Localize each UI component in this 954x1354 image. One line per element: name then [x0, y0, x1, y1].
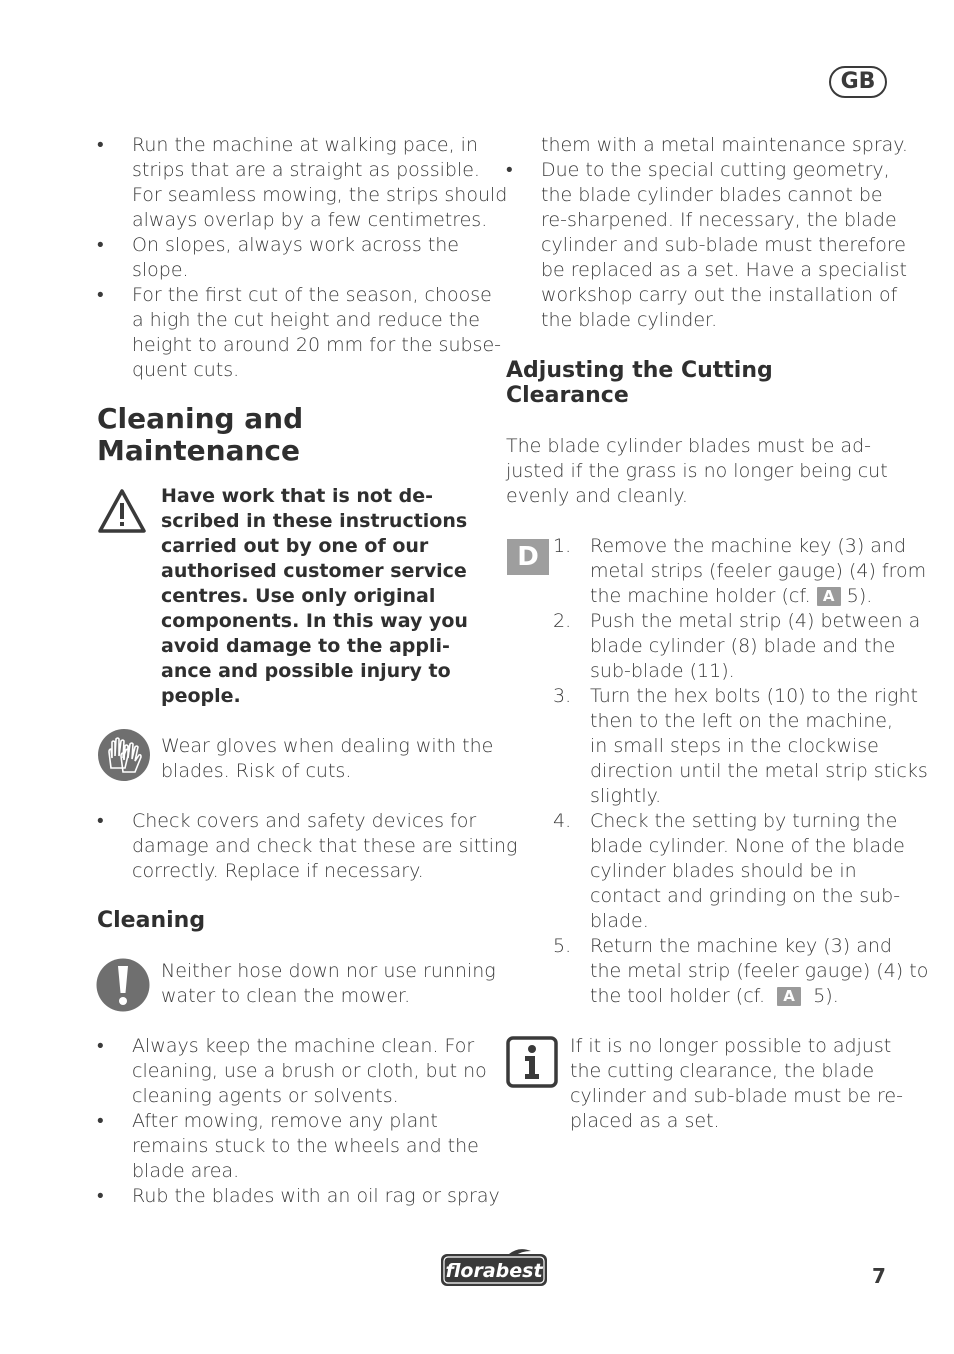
- list-item: [97, 133, 508, 233]
- text-line: slope.: [132, 259, 189, 281]
- florabest-logo: [439, 1248, 549, 1288]
- text-line: height to around 20 mm for the subse-: [132, 334, 502, 356]
- text-line: On slopes, always work across the: [132, 234, 459, 256]
- bullet-icon: •: [506, 159, 513, 181]
- section-title-cleaning-maintenance: Cleaning and Maintenance: [97, 402, 304, 467]
- figure-ref-a: A: [777, 987, 801, 1006]
- section-title-adjusting: Adjusting the Cutting Clearance: [506, 358, 773, 408]
- text-line: Run the machine at walking pace, in: [132, 134, 478, 156]
- language-badge: GB: [829, 66, 887, 98]
- figure-ref-a: A: [817, 587, 841, 606]
- right-bullet: • Due to the special cutting geometry, the blade cylinder blades cannot be re-sharpened. If necessary, the blade cylinder and sub-blade must therefore be replaced as a set. Have a specialist workshop carry out the installation of the blade cylinder.: [506, 159, 907, 331]
- exclamation-icon: [96, 958, 150, 1012]
- bullet-icon: •: [97, 1035, 104, 1057]
- figure-badge-d: D: [507, 539, 549, 575]
- step-number: 3.: [553, 685, 572, 707]
- svg-text:florabest: florabest: [445, 1260, 543, 1282]
- text-line: quent cuts.: [132, 359, 240, 381]
- list-item: • Rub the blades with an oil rag or spray: [97, 1185, 500, 1207]
- continued-text: them with a metal maintenance spray.: [541, 134, 908, 156]
- step-number: 2.: [553, 610, 572, 632]
- list-item: [97, 283, 502, 383]
- bullet-icon: •: [97, 134, 104, 156]
- bullet-icon: •: [97, 810, 104, 832]
- list-item: [97, 233, 497, 283]
- adjust-intro: The blade cylinder blades must be ad- justed if the grass is no longer being cut evenly and cleanly.: [506, 435, 888, 507]
- text-line: a high the cut height and reduce the: [132, 309, 480, 331]
- check-bullet: • Check covers and safety devices for damage and check that these are sitting correctly. Replace if necessary.: [97, 810, 518, 882]
- info-icon: [506, 1036, 558, 1088]
- bullet-icon: •: [97, 234, 104, 256]
- text-line: For seamless mowing, the strips should: [132, 184, 508, 206]
- info-text: If it is no longer possible to adjust the cutting clearance, the blade cylinder and sub-blade must be re- placed as a set.: [570, 1035, 903, 1132]
- page-number: 7: [872, 1264, 886, 1288]
- step-number: 5.: [553, 935, 572, 957]
- warning-triangle-icon: [97, 488, 147, 534]
- cleaning-title: Cleaning: [97, 908, 206, 933]
- list-item: • After mowing, remove any plant remains stuck to the wheels and the blade area.: [97, 1110, 479, 1182]
- gloves-text: Wear gloves when dealing with the blades. Risk of cuts.: [161, 735, 494, 782]
- bullet-icon: •: [97, 284, 104, 306]
- gloves-icon: [97, 728, 151, 782]
- bullet-icon: •: [97, 1110, 104, 1132]
- text-line: always overlap by a few centimetres.: [132, 209, 488, 231]
- warning-text: Have work that is not de- scribed in these instructions carried out by one of our authorised customer service centres. Use only original components. In this way you avoid damage to the appli- ance and possible injury to people.: [161, 485, 468, 707]
- step-number: 1.: [553, 535, 572, 557]
- step-number: 4.: [553, 810, 572, 832]
- bullet-icon: •: [97, 1185, 104, 1207]
- notice-text: Neither hose down nor use running water to clean the mower.: [161, 960, 496, 1007]
- text-line: For the first cut of the season, choose: [132, 284, 492, 306]
- text-line: strips that are a straight as possible.: [132, 159, 480, 181]
- list-item: • Always keep the machine clean. For cleaning, use a brush or cloth, but no cleaning agents or solvents.: [97, 1035, 487, 1107]
